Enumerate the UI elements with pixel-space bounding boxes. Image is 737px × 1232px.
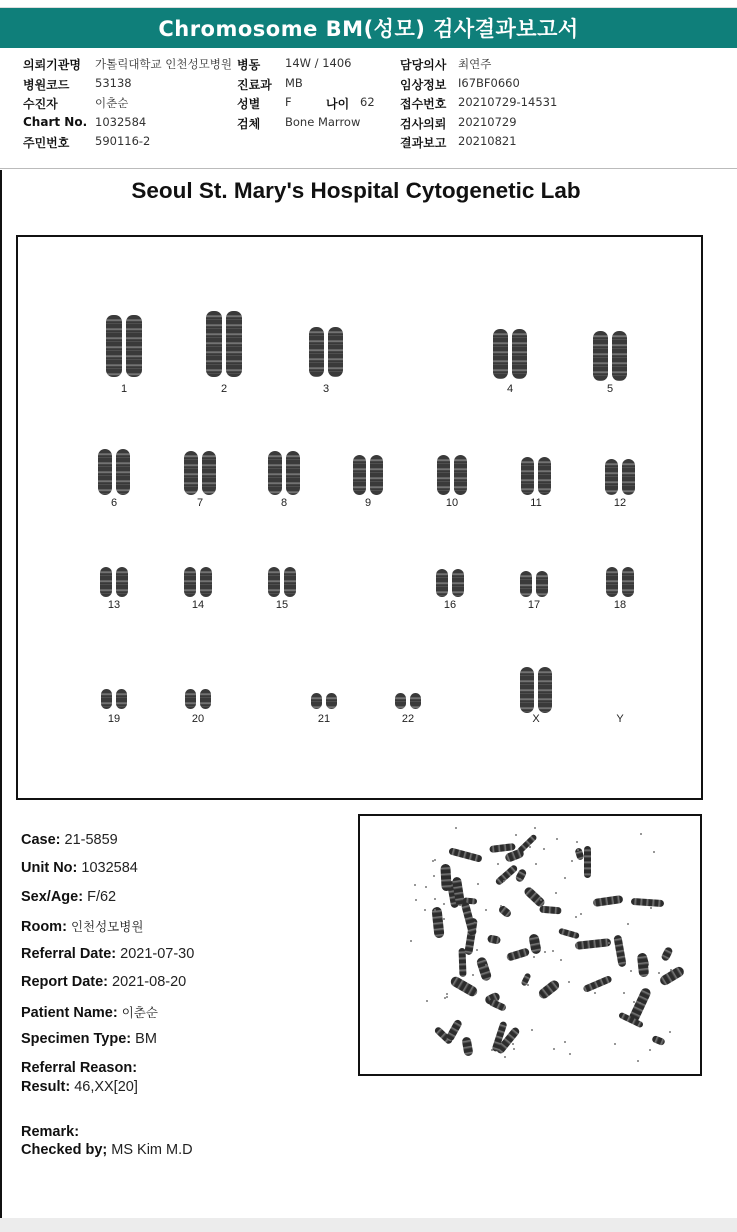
debris-dot xyxy=(433,875,435,877)
metaphase-chromosome xyxy=(637,953,649,978)
debris-dot xyxy=(653,851,655,853)
chromosome-11-a xyxy=(521,457,534,495)
info-label-institution: 의뢰기관명 xyxy=(23,58,81,72)
debris-dot xyxy=(543,848,545,850)
chromosome-label: 20 xyxy=(191,713,205,725)
debris-dot xyxy=(476,949,478,951)
debris-dot xyxy=(504,1056,506,1058)
debris-dot xyxy=(670,969,672,971)
chromosome-9-b xyxy=(370,455,383,495)
chromosome-21-a xyxy=(311,693,322,709)
patient-name-value: 이춘순 xyxy=(121,1005,158,1020)
chromosome-6-b xyxy=(116,449,130,495)
chromosome-1-b xyxy=(126,315,142,377)
debris-dot xyxy=(564,1041,566,1043)
metaphase-chromosome xyxy=(558,928,580,940)
case-value: 21-5859 xyxy=(64,832,118,848)
info-value-department: MB xyxy=(285,76,303,90)
chromosome-5-b xyxy=(612,331,627,381)
chromosome-label: 13 xyxy=(107,599,121,611)
bottom-scroll-area xyxy=(0,1218,737,1232)
debris-dot xyxy=(637,1060,639,1062)
chromosome-label: 15 xyxy=(275,599,289,611)
referral-date-value: 2021-07-30 xyxy=(120,946,195,962)
checked-by-value: MS Kim M.D xyxy=(111,1142,193,1158)
metaphase-chromosome xyxy=(449,975,479,998)
sex-age-label: Sex/Age: xyxy=(21,889,84,905)
info-label-accession-no: 접수번호 xyxy=(400,97,447,111)
metaphase-chromosome xyxy=(445,1019,463,1043)
debris-dot xyxy=(512,1043,514,1045)
metaphase-chromosome xyxy=(539,906,562,915)
metaphase-chromosome xyxy=(440,864,451,891)
info-label-age: 나이 xyxy=(326,97,350,111)
debris-dot xyxy=(544,951,546,953)
info-label-hospital-code: 병원코드 xyxy=(23,78,70,92)
info-label-report-date: 결과보고 xyxy=(400,136,447,150)
unit-no-value: 1032584 xyxy=(81,860,138,876)
chromosome-19-b xyxy=(116,689,127,709)
debris-dot xyxy=(529,846,531,848)
chromosome-20-b xyxy=(200,689,211,709)
debris-dot xyxy=(623,992,625,994)
metaphase-image xyxy=(358,814,702,1076)
chromosome-label: 22 xyxy=(401,713,415,725)
debris-dot xyxy=(577,849,579,851)
referral-date-label: Referral Date: xyxy=(21,946,117,962)
referral-reason-label: Referral Reason: xyxy=(21,1060,138,1076)
metaphase-chromosome xyxy=(487,934,501,945)
debris-dot xyxy=(564,877,566,879)
field-remark xyxy=(21,1124,79,1140)
info-value-age: 62 xyxy=(360,95,375,109)
chromosome-X-b xyxy=(538,667,552,713)
debris-dot xyxy=(608,942,610,944)
debris-dot xyxy=(576,841,578,843)
report-title: Chromosome BM(성모) 검사결과보고서 xyxy=(158,17,579,41)
karyogram-image xyxy=(16,235,703,800)
info-label-ward: 병동 xyxy=(237,58,261,72)
info-value-request-date: 20210729 xyxy=(458,115,517,129)
chromosome-10-a xyxy=(437,455,450,495)
debris-dot xyxy=(513,1048,515,1050)
debris-dot xyxy=(580,913,582,915)
chromosome-14-b xyxy=(200,567,212,597)
info-value-patient: 이춘순 xyxy=(95,96,129,110)
info-label-physician: 담당의사 xyxy=(400,58,447,72)
info-value-institution: 가톨릭대학교 인천성모병원 xyxy=(95,57,232,71)
chromosome-3-b xyxy=(328,327,343,377)
debris-dot xyxy=(627,923,629,925)
chromosome-label: 12 xyxy=(613,497,627,509)
remark-label: Remark: xyxy=(21,1124,80,1140)
debris-dot xyxy=(443,918,445,920)
chromosome-7-b xyxy=(202,451,216,495)
debris-dot xyxy=(485,909,487,911)
metaphase-chromosome xyxy=(537,978,561,1000)
chromosome-label: 11 xyxy=(530,497,542,509)
case-label: Case: xyxy=(21,832,61,848)
debris-dot xyxy=(515,834,517,836)
debris-dot xyxy=(540,899,542,901)
info-label-specimen: 검체 xyxy=(237,117,261,131)
chromosome-10-b xyxy=(454,455,467,495)
chromosome-17-b xyxy=(536,571,548,597)
metaphase-chromosome xyxy=(431,907,444,939)
chromosome-12-a xyxy=(605,459,618,495)
chromosome-label: 18 xyxy=(613,599,627,611)
metaphase-chromosome xyxy=(582,975,612,993)
info-label-sex: 성별 xyxy=(237,97,261,111)
debris-dot xyxy=(533,956,535,958)
chromosome-11-b xyxy=(538,457,551,495)
chromosome-7-a xyxy=(184,451,198,495)
field-checked-by xyxy=(21,1142,193,1158)
debris-dot xyxy=(534,827,536,829)
chromosome-3-a xyxy=(309,327,324,377)
debris-dot xyxy=(472,974,474,976)
debris-dot xyxy=(649,1049,651,1051)
field-unit-no xyxy=(21,860,138,876)
chromosome-15-a xyxy=(268,567,280,597)
debris-dot xyxy=(446,993,448,995)
info-value-ward: 14W / 1406 xyxy=(285,56,352,70)
metaphase-chromosome xyxy=(476,956,493,982)
header-separator xyxy=(0,168,737,169)
debris-dot xyxy=(432,860,434,862)
debris-dot xyxy=(477,883,479,885)
result-label: Result: xyxy=(21,1079,71,1095)
chromosome-5-a xyxy=(593,331,608,381)
unit-no-label: Unit No: xyxy=(21,860,78,876)
metaphase-chromosome xyxy=(520,972,531,986)
chromosome-4-a xyxy=(493,329,508,379)
metaphase-chromosome xyxy=(448,847,483,863)
lab-title: Seoul St. Mary's Hospital Cytogenetic Lab xyxy=(131,178,581,203)
debris-dot xyxy=(415,899,417,901)
metaphase-chromosome xyxy=(494,864,518,886)
chromosome-20-a xyxy=(185,689,196,709)
chromosome-label: 6 xyxy=(110,497,118,509)
metaphase-chromosome xyxy=(584,846,591,878)
field-room xyxy=(21,917,143,935)
metaphase-chromosome xyxy=(660,946,673,962)
debris-dot xyxy=(424,909,426,911)
report-title-bar xyxy=(0,8,737,48)
debris-dot xyxy=(434,909,436,911)
chromosome-12-b xyxy=(622,459,635,495)
debris-dot xyxy=(658,972,660,974)
debris-dot xyxy=(434,898,436,900)
debris-dot xyxy=(556,838,558,840)
chromosome-13-a xyxy=(100,567,112,597)
chromosome-18-a xyxy=(606,567,618,597)
debris-dot xyxy=(425,886,427,888)
chromosome-13-b xyxy=(116,567,128,597)
info-value-rrn: 590116-2 xyxy=(95,134,151,148)
debris-dot xyxy=(568,981,570,983)
metaphase-chromosome xyxy=(575,938,612,950)
checked-by-label: Checked by; xyxy=(21,1142,108,1158)
debris-dot xyxy=(426,1000,428,1002)
field-patient-name xyxy=(21,1003,158,1021)
debris-dot xyxy=(640,833,642,835)
debris-dot xyxy=(555,892,557,894)
sex-age-value: F/62 xyxy=(87,889,117,905)
debris-dot xyxy=(503,880,505,882)
chromosome-15-b xyxy=(284,567,296,597)
report-date-value: 2021-08-20 xyxy=(112,974,187,990)
specimen-type-label: Specimen Type: xyxy=(21,1031,132,1047)
chromosome-label: 17 xyxy=(527,599,541,611)
metaphase-chromosome xyxy=(461,1036,473,1056)
chromosome-18-b xyxy=(622,567,634,597)
debris-dot xyxy=(650,907,652,909)
info-value-hospital-code: 53138 xyxy=(95,76,132,90)
debris-dot xyxy=(560,959,562,961)
metaphase-chromosome xyxy=(651,1035,666,1046)
chromosome-14-a xyxy=(184,567,196,597)
room-label: Room: xyxy=(21,919,67,935)
debris-dot xyxy=(497,863,499,865)
chromosome-2-b xyxy=(226,311,242,377)
debris-dot xyxy=(500,905,502,907)
metaphase-chromosome xyxy=(528,933,542,955)
chromosome-label: 9 xyxy=(364,497,372,509)
chromosome-label: 3 xyxy=(322,383,330,395)
debris-dot xyxy=(455,827,457,829)
debris-dot xyxy=(669,1031,671,1033)
field-case xyxy=(21,832,118,848)
info-value-chart-no: 1032584 xyxy=(95,115,147,129)
info-label-clinical-info: 임상정보 xyxy=(400,78,447,92)
debris-dot xyxy=(553,1048,555,1050)
chromosome-16-b xyxy=(452,569,464,597)
debris-dot xyxy=(485,964,487,966)
debris-dot xyxy=(575,916,577,918)
chromosome-17-a xyxy=(520,571,532,597)
chromosome-22-b xyxy=(410,693,421,709)
patient-info-panel xyxy=(0,50,737,168)
field-specimen-type xyxy=(21,1031,157,1047)
debris-dot xyxy=(527,984,529,986)
info-value-clinical-info: I67BF0660 xyxy=(458,76,520,90)
info-label-rrn: 주민번호 xyxy=(23,136,70,150)
debris-dot xyxy=(443,903,445,905)
debris-dot xyxy=(410,940,412,942)
chromosome-9-a xyxy=(353,455,366,495)
chromosome-6-a xyxy=(98,449,112,495)
debris-dot xyxy=(446,996,448,998)
info-value-physician: 최연주 xyxy=(458,57,492,71)
chromosome-label: 8 xyxy=(280,497,288,509)
specimen-type-value: BM xyxy=(135,1031,157,1047)
chromosome-label: 2 xyxy=(220,383,228,395)
metaphase-chromosome xyxy=(506,947,530,961)
chromosome-label: 5 xyxy=(606,383,614,395)
chromosome-2-a xyxy=(206,311,222,377)
field-referral-date xyxy=(21,946,194,962)
chromosome-8-a xyxy=(268,451,282,495)
room-value: 인천성모병원 xyxy=(70,919,144,934)
info-label-chart-no: Chart No. xyxy=(23,115,88,129)
debris-dot xyxy=(630,970,632,972)
chromosome-label: 19 xyxy=(107,713,121,725)
chromosome-label: Y xyxy=(616,713,624,725)
debris-dot xyxy=(535,863,537,865)
window-top-edge xyxy=(0,0,737,8)
chromosome-X-a xyxy=(520,667,534,713)
chromosome-label: 1 xyxy=(120,383,128,395)
chromosome-19-a xyxy=(101,689,112,709)
chromosome-22-a xyxy=(395,693,406,709)
chromosome-16-a xyxy=(436,569,448,597)
patient-name-label: Patient Name: xyxy=(21,1005,118,1021)
chromosome-1-a xyxy=(106,315,122,377)
debris-dot xyxy=(633,1001,635,1003)
debris-dot xyxy=(491,1049,493,1051)
chromosome-8-b xyxy=(286,451,300,495)
chromosome-label: 7 xyxy=(196,497,204,509)
info-value-sex: F xyxy=(285,95,292,109)
info-label-patient: 수진자 xyxy=(23,97,58,111)
chromosome-21-b xyxy=(326,693,337,709)
field-result xyxy=(21,1079,138,1095)
debris-dot xyxy=(552,950,554,952)
result-value: 46,XX[20] xyxy=(74,1079,138,1095)
debris-dot xyxy=(614,1043,616,1045)
chromosome-label: 16 xyxy=(443,599,457,611)
metaphase-chromosome xyxy=(593,895,624,907)
chromosome-label: 10 xyxy=(445,497,459,509)
chromosome-label: 4 xyxy=(506,383,514,395)
metaphase-chromosome xyxy=(658,965,685,987)
report-date-label: Report Date: xyxy=(21,974,109,990)
field-sex-age xyxy=(21,889,116,905)
metaphase-chromosome xyxy=(631,898,664,907)
debris-dot xyxy=(414,884,416,886)
debris-dot xyxy=(531,1029,533,1031)
info-value-accession-no: 20210729-14531 xyxy=(458,95,558,109)
field-report-date xyxy=(21,974,186,990)
info-value-report-date: 20210821 xyxy=(458,134,517,148)
document-left-border xyxy=(0,170,2,1218)
field-referral-reason xyxy=(21,1060,137,1076)
debris-dot xyxy=(519,878,521,880)
chromosome-label: 14 xyxy=(191,599,205,611)
info-value-specimen: Bone Marrow xyxy=(285,115,361,129)
chromosome-label: 21 xyxy=(317,713,331,725)
debris-dot xyxy=(571,860,573,862)
debris-dot xyxy=(434,859,436,861)
debris-dot xyxy=(569,1053,571,1055)
chromosome-label: X xyxy=(532,713,540,725)
metaphase-chromosome xyxy=(613,935,626,968)
info-label-request-date: 검사의뢰 xyxy=(400,117,447,131)
debris-dot xyxy=(594,992,596,994)
chromosome-4-b xyxy=(512,329,527,379)
debris-dot xyxy=(639,1002,641,1004)
info-label-department: 진료과 xyxy=(237,78,272,92)
